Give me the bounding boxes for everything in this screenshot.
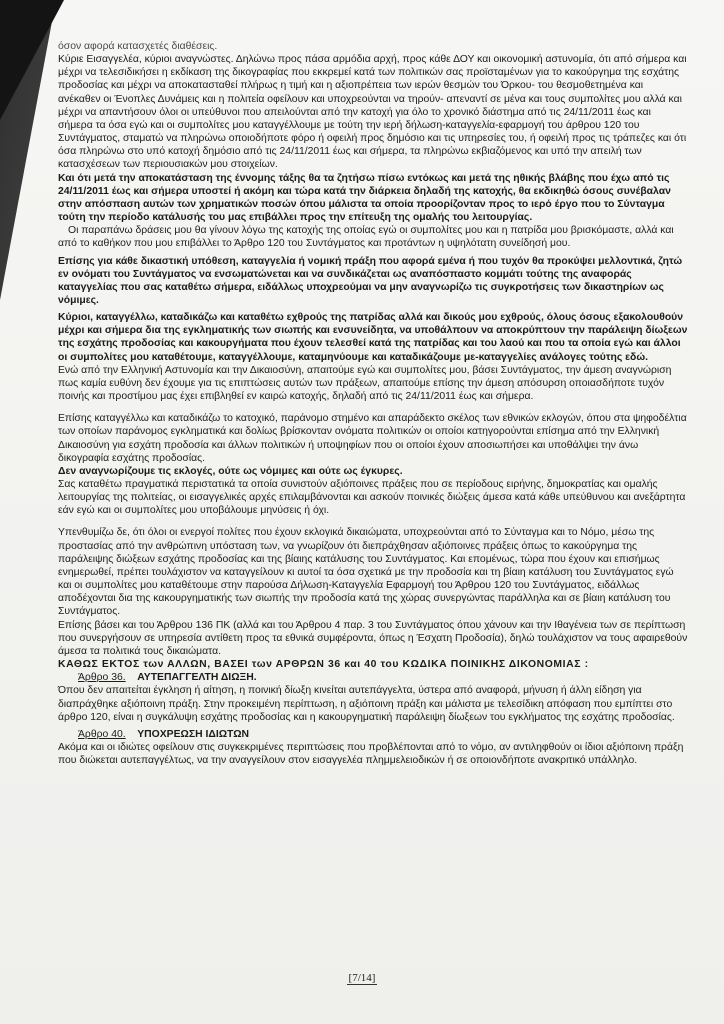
paragraph-3: Οι παραπάνω δράσεις μου θα γίνουν λόγω της κατοχής της οποίας εγώ οι συμπολίτες μου και η πατρίδα μου βρισκόμαστε, αλλά και από το καθήκον που μου επιβάλλει το Άρθρο 120 του Συντάγματος και προτάντων η υψηλότατη συνείδησή μου.	[58, 225, 674, 250]
paragraph-2-bold: Και ότι μετά την αποκατάσταση της έννομης τάξης θα τα ζητήσω πίσω εντόκως και μετά της ηθικής βλάβης που έχω από τις 24/11/2011 έως και σήμερα υποστεί ή ακόμη και τώρα κατά την διάρκεια δηλαδή της κατοχής, θα εκδικηθώ όσους συνέβαλαν στην απόσπαση αυτών των χρηματικών ποσών όπου μάλιστα τα οποία προορίζονταν προς το ιερό έργο που το Σύνταγμα τούτη την περίοδο κατάλυσής του μας επιβάλλει προς την επίτευξη της ομαλής του λειτουργίας.	[58, 172, 671, 224]
paragraph-8-bold: Δεν αναγνωρίζουμε τις εκλογές, ούτε ως νόμιμες και ούτε ως έγκυρες.	[58, 465, 403, 477]
paragraph-0: όσον αφορά κατασχετές διαθέσεις.	[58, 41, 218, 52]
paragraph-11: Επίσης βάσει και του Άρθρου 136 ΠΚ (αλλά και του Άρθρου 4 παρ. 3 του Συντάγματος όπου χάνουν και την Ιθαγένεια των σε περίπτωση που συνεργήσουν σε υπηρεσία αντίθετη προς τα εθνικά συμφέροντα, όπως η Έσχατη Προδοσία), δηλώ τουλάχιστον να τους αφαιρεθούν άμεσα τα πολιτικά τους δικαιώματα.	[58, 619, 688, 657]
paragraph-7: Επίσης καταγγέλλω και καταδικάζω το κατοχικό, παράνομο στημένο και απαράδεκτο σκέλος των εθνικών εκλογών, όπου στα ψηφοδέλτια των οποίων παράνομος εγκληματικά και δολίως βρίσκονταν ονόματα πολιτικών οι οποίοι κατηγορούνται επίσημα από την Ελληνική Δικαιοσύνη για εσχάτη προδοσία και άλλων πολιτικών ή υποψηφίων που οι οποίοι έχουν αποσιωπήσει και υποθάλψει την άνω δικογραφία εσχάτης προδοσίας.	[58, 413, 687, 464]
article-36-text: Όπου δεν απαιτείται έγκληση ή αίτηση, η ποινική δίωξη κινείται αυτεπάγγελτα, ύστερα από αναφορά, μήνυση ή άλλη είδηση για διαπράχθηκε αξιόποινη πράξη. Στην προκειμένη περίπτωση, η αξιόποινη πράξη και μάλιστα με τελεσίδικη απόφαση που εμπίπτει στο άρθρο 120, είναι η συγκάλυψη εσχάτης προδοσίας και η κακουργηματική παράλειψη δίωξεων του εγκλήματος της εσχάτης προδοσίας.	[58, 685, 675, 723]
article-40-text: Ακόμα και οι ιδιώτες οφείλουν στις συγκεκριμένες περιπτώσεις που προβλέπονται από το νόμο, αν αντιληφθούν οι ίδιοι αξιόποινη πράξη που διώκεται αυτεπαγγέλτως, να την αναγγείλουν στον εισαγγελέα πλημμελειοδικών ή σε οποιονδήποτε ανακριτικό υπάλληλο.	[58, 741, 684, 767]
paragraph-1: Κύριε Εισαγγελέα, κύριοι αναγνώστες. Δηλώνω προς πάσα αρμόδια αρχή, προς κάθε ΔΟΥ και οικονομική αστυνομία, ότι από σήμερα και μέχρι να τελεσιδικήσει η εκδίκαση της δικογραφίας που εκκρεμεί κατά των πολιτικών σας προϊσταμένων για το κακούργημα της εσχάτης προδοσίας και μέχρι να αποκατασταθεί πλήρως η τιμή και η αξιοπρέπεια των ιερών θεσμών του Όρκου- του θεσμοθετημένα και ανέκαθεν οι Ένοπλες Δυνάμεις και η πολιτεία οφείλουν και υποχρεούνται να τηρούν- απεναντί σε μένα και τους συμπολίτες μου αλλά και μέχρι να απαντήσουν όλοι οι υπεύθυνοι που απειλούνται από την κατοχή για όλο το χρονικό διάστημα από τις 24/11/2011 έως και σήμερα τα όσα εγώ και οι συμπολίτες μου καταγγέλλουμε με τούτη την ιερή δήλωση-καταγγελία-εφαρμογή του άρθρου 120 του Συντάγματος, σταματώ να πληρώνω οποιοδήποτε φόρο ή οφειλή προς δημόσιο και τις υπηρεσίες του, ή οφειλή προς τις τράπεζες και ότι όσα πληρώνω στο υπό κατοχή δημόσιο από τις 24/11/2011 έως και σήμερα, τα πληρώνω εκβιαζόμενος και υπό την απειλή των κατασχέσεων των περιουσιακών μου στοιχείων.	[58, 54, 687, 171]
page-number: [7/14]	[348, 972, 376, 984]
article-40-title: ΥΠΟΧΡΕΩΣΗ ΙΔΙΩΤΩΝ	[137, 728, 250, 740]
paragraph-4: Επίσης για κάθε δικαστική υπόθεση, καταγγελία ή νομική πράξη που αφορά εμένα ή που τυχόν θα προκύψει μελλοντικά, ζητώ εν ονόματι του Συντάγματος να ενσωματώνεται και να συνδικάζεται ως αναπόσπαστο κομμάτι τούτης της αναφοράς καταγγελίας που σας καταθέτω σήμερα, ειδάλλως υποχρεούμαι να μην αναγνωρίζω τις συγκροτήσεις των δικαστηρίων ως νόμιμες.	[58, 255, 683, 306]
article-36-heading	[58, 671, 688, 684]
article-40-label: Άρθρο 40.	[78, 728, 126, 740]
article-36-label: Άρθρο 36.	[78, 672, 126, 684]
paragraph-5: Κύριοι, καταγγέλλω, καταδικάζω και καταθέτω εχθρούς της πατρίδας αλλά και δικούς μου εχθρούς, όλους όσους εξακολουθούν μέχρι και σήμερα δια της εγκληματικής των σιωπής και ενσυνείδητα, να υποθάλπουν να αποκρύπτουν την παράλειψη δίωξεων της εσχάτης προδοσίας και κακουργήματα που έχουν τελεσθεί κατά της πατρίδας και του λαού και που τα οποία εγώ και άλλοι οι συμπολίτες μου καταθέτουμε, καταγγέλλουμε, καταμηνύουμε και καταδικάζουμε με-καταγγελίες ανάλογες τούτης εδώ.	[58, 312, 688, 363]
paragraph-6: Ενώ από την Ελληνική Αστυνομία και την Δικαιοσύνη, απαιτούμε εγώ και συμπολίτες μου, βάσει Συντάγματος, την άμεση αναγνώριση πως καμία ευθύνη δεν έχουμε για τις επιπτώσεις αυτών των πράξεων, απαιτούμε επίσης την άμεση απόσυρση οποιασδήποτε τυχόν ποινής και προστίμου μας έχει επιβληθεί εν καιρώ κατοχής, δηλαδή από τις 24/11/2011 έως και σήμερα.	[58, 364, 672, 403]
paragraph-9: Σας καταθέτω πραγματικά περιστατικά τα οποία συνιστούν αξιόποινες πράξεις που σε περίοδους ειρήνης, δημοκρατίας και ομαλής λειτουργίας της πολιτείας, οι εισαγγελικές αρχές επιλαμβάνονται και ασκούν ποινικές διώξεις άμεσα κατά κάθε υπεύθυνου και ανεξάρτητα εάν εγώ και οι συμπολίτες μου υποβάλουμε μηνύσεις ή όχι.	[58, 479, 686, 517]
page-number-footer	[0, 972, 724, 984]
paragraph-10: Υπενθυμίζω δε, ότι όλοι οι ενεργοί πολίτες που έχουν εκλογικά δικαιώματα, υποχρεούνται από το Σύνταγμα και το Νόμο, μέσω της προστασίας από την ανθρώπινη υπόσταση των, να γνωρίζουν ότι διεπράχθησαν αξιόποινες πράξεις όπως το κακούργημα της παράλειψης διώξεων εσχάτης προδοσίας και της βίαιης κατάλυσης του Συντάγματος. Και επομένως, τώρα που έχουν και επισήμως ενημερωθεί, πρέπει τουλάχιστον να καταγγείλουν κι αυτοί τα όσα σχετικά με την προδοσία και τη βίαιη κατάλυση του Συντάγματος εγώ και οι συμπολίτες μου καταθέτουμε στην παρούσα Δήλωση-Καταγγελία Εφαρμογή του Άρθρου 120 του Συντάγματος, ειδάλλως αποδέχονται δια της κακουργηματικής των σιωπής την προδοσία κατά της χώρας συνεργώντας παράλληλα και σε βίαιη κατάλυση του Συντάγματος.	[58, 527, 674, 618]
article-intro: ΚΑΘΩΣ ΕΚΤΟΣ των ΑΛΛΩΝ, ΒΑΣΕΙ των ΑΡΘΡΩΝ 36 και 40 του ΚΩΔΙΚΑ ΠΟΙΝΙΚΗΣ ΔΙΚΟΝΟΜΙΑΣ :	[58, 659, 589, 671]
document-body	[58, 40, 688, 767]
article-36-title: ΑΥΤΕΠΑΓΓΕΛΤΗ ΔΙΩΞΗ.	[137, 672, 257, 684]
article-40-heading	[58, 728, 688, 741]
